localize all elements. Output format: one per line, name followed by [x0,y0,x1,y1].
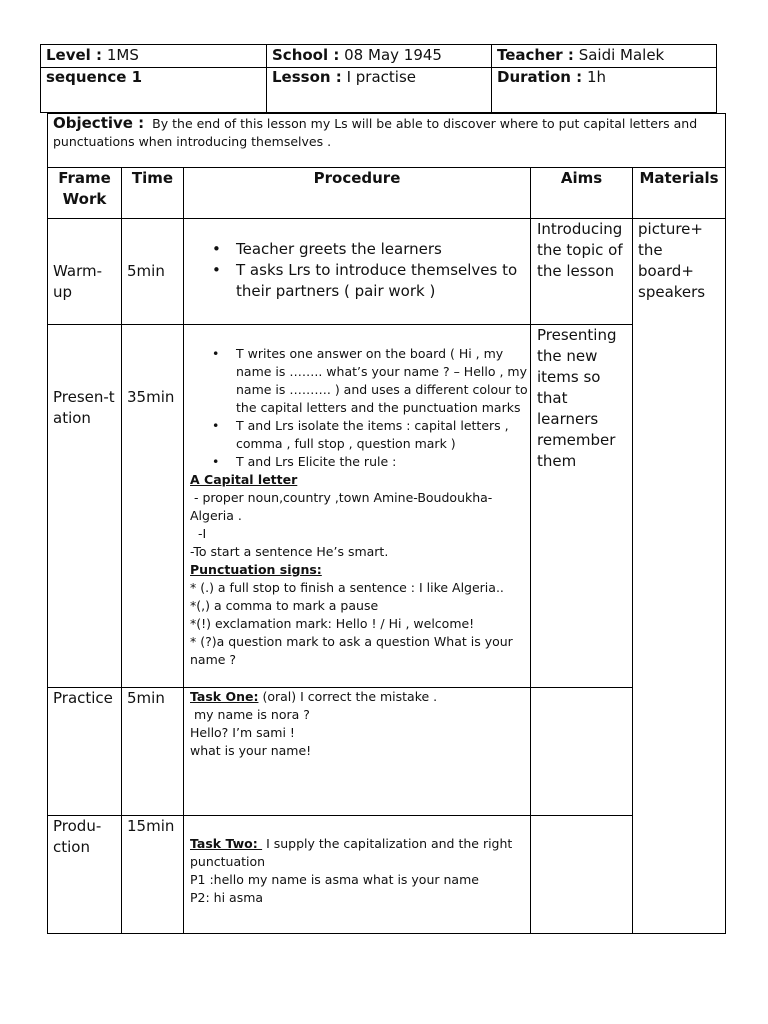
level-label: Level : [46,46,103,64]
header-materials: Materials [639,169,719,187]
warmup-bullet: • Teacher greets the learners [184,239,524,260]
production-frame-text: Produ-ction [53,817,102,856]
practice-line: what is your name! [190,743,312,758]
lesson-value: I practise [346,68,416,86]
capital-letter-line: -To start a sentence He’s smart. [190,544,389,559]
col-line-right [725,167,726,934]
col-line-aims [632,167,633,934]
warmup-procedure [184,239,524,302]
header-divider-1 [266,44,267,113]
practice-procedure [190,688,526,760]
production-line: P2: hi asma [190,890,264,905]
task-one-label: Task One: [190,689,259,704]
capital-letter-heading: A Capital letter [190,472,298,487]
objective-border-left [47,113,48,167]
practice-time: 5min [127,689,165,707]
production-frame [53,816,119,858]
warmup-time: 5min [127,262,165,280]
header-time: Time [131,169,174,187]
header-divider-2 [491,44,492,113]
school-value: 08 May 1945 [344,46,442,64]
task-two-text: I supply the capitalization and the right punctuation [190,836,513,869]
col-line-procedure [530,167,531,934]
header-border-right [716,44,717,113]
level-cell [46,45,261,66]
presentation-bullet: • T and Lrs isolate the items : capital letters , comma , full stop , question mark ) [184,417,528,453]
warmup-aims: Introducing the topic of the lesson [537,220,623,280]
lesson-label: Lesson : [272,68,342,86]
task-one-text: (oral) I correct the mistake . [258,689,438,704]
col-line-frame [121,167,122,934]
punctuation-line: *(!) exclamation mark: Hello ! / Hi , welcome! [190,616,475,631]
lesson-cell [272,67,487,88]
objective-text: By the end of this lesson my Ls will be able to discover where to put capital letters and punctuations when introducing themselves . [53,116,698,149]
duration-label: Duration : [497,68,583,86]
presentation-aims: Presenting the new items so that learners remember them [537,326,617,470]
presentation-frame [53,387,119,429]
sequence-label: sequence 1 [46,68,143,86]
header-aims: Aims [560,169,603,187]
presentation-procedure [184,345,528,669]
presentation-bullet: • T writes one answer on the board ( Hi , my name is …….. what’s your name ? – Hello , my name is ………. ) and uses a different colour to the capital letters and the punctuation marks [184,345,528,417]
objective-cell [53,114,721,151]
level-value: 1MS [106,46,139,64]
col-line-left [47,167,48,934]
table-border-bottom [47,933,726,934]
punctuation-line: * (?)a question mark to ask a question What is your name ? [190,634,513,667]
duration-cell [497,67,712,88]
duration-value: 1h [586,68,607,86]
punctuation-heading: Punctuation signs: [190,562,322,577]
school-cell [272,45,487,66]
teacher-value: Saidi Malek [578,46,665,64]
punctuation-line: *(,) a comma to mark a pause [190,598,379,613]
header-border-left [40,44,41,113]
presentation-bullet: • T and Lrs Elicite the rule : [184,453,528,471]
production-line: P1 :hello my name is asma what is your name [190,872,479,887]
sequence-cell [46,67,261,88]
warmup-frame: Warm-up [53,262,102,301]
header-procedure: Procedure [313,169,401,187]
presentation-frame-text: Presen-tation [53,388,115,427]
header-frame-work: Frame Work [58,169,111,208]
practice-line: my name is nora ? [190,707,310,722]
objective-label: Objective : [53,114,145,132]
teacher-label: Teacher : [497,46,574,64]
presentation-time: 35min [127,388,175,406]
task-two-label: Task Two: [190,836,263,851]
production-time: 15min [127,817,175,835]
warmup-bullet: • T asks Lrs to introduce themselves to their partners ( pair work ) [184,260,524,302]
production-procedure [190,835,526,907]
objective-border-right [725,113,726,167]
school-label: School : [272,46,340,64]
punctuation-line: * (.) a full stop to finish a sentence : I like Algeria.. [190,580,504,595]
materials-text: picture+ the board+ speakers [638,220,706,301]
practice-frame: Practice [53,689,113,707]
teacher-cell [497,45,712,66]
capital-letter-line: -I [190,526,207,541]
capital-letter-line: - proper noun,country ,town Amine-Boudoukha-Algeria . [190,490,493,523]
practice-line: Hello? I’m sami ! [190,725,295,740]
